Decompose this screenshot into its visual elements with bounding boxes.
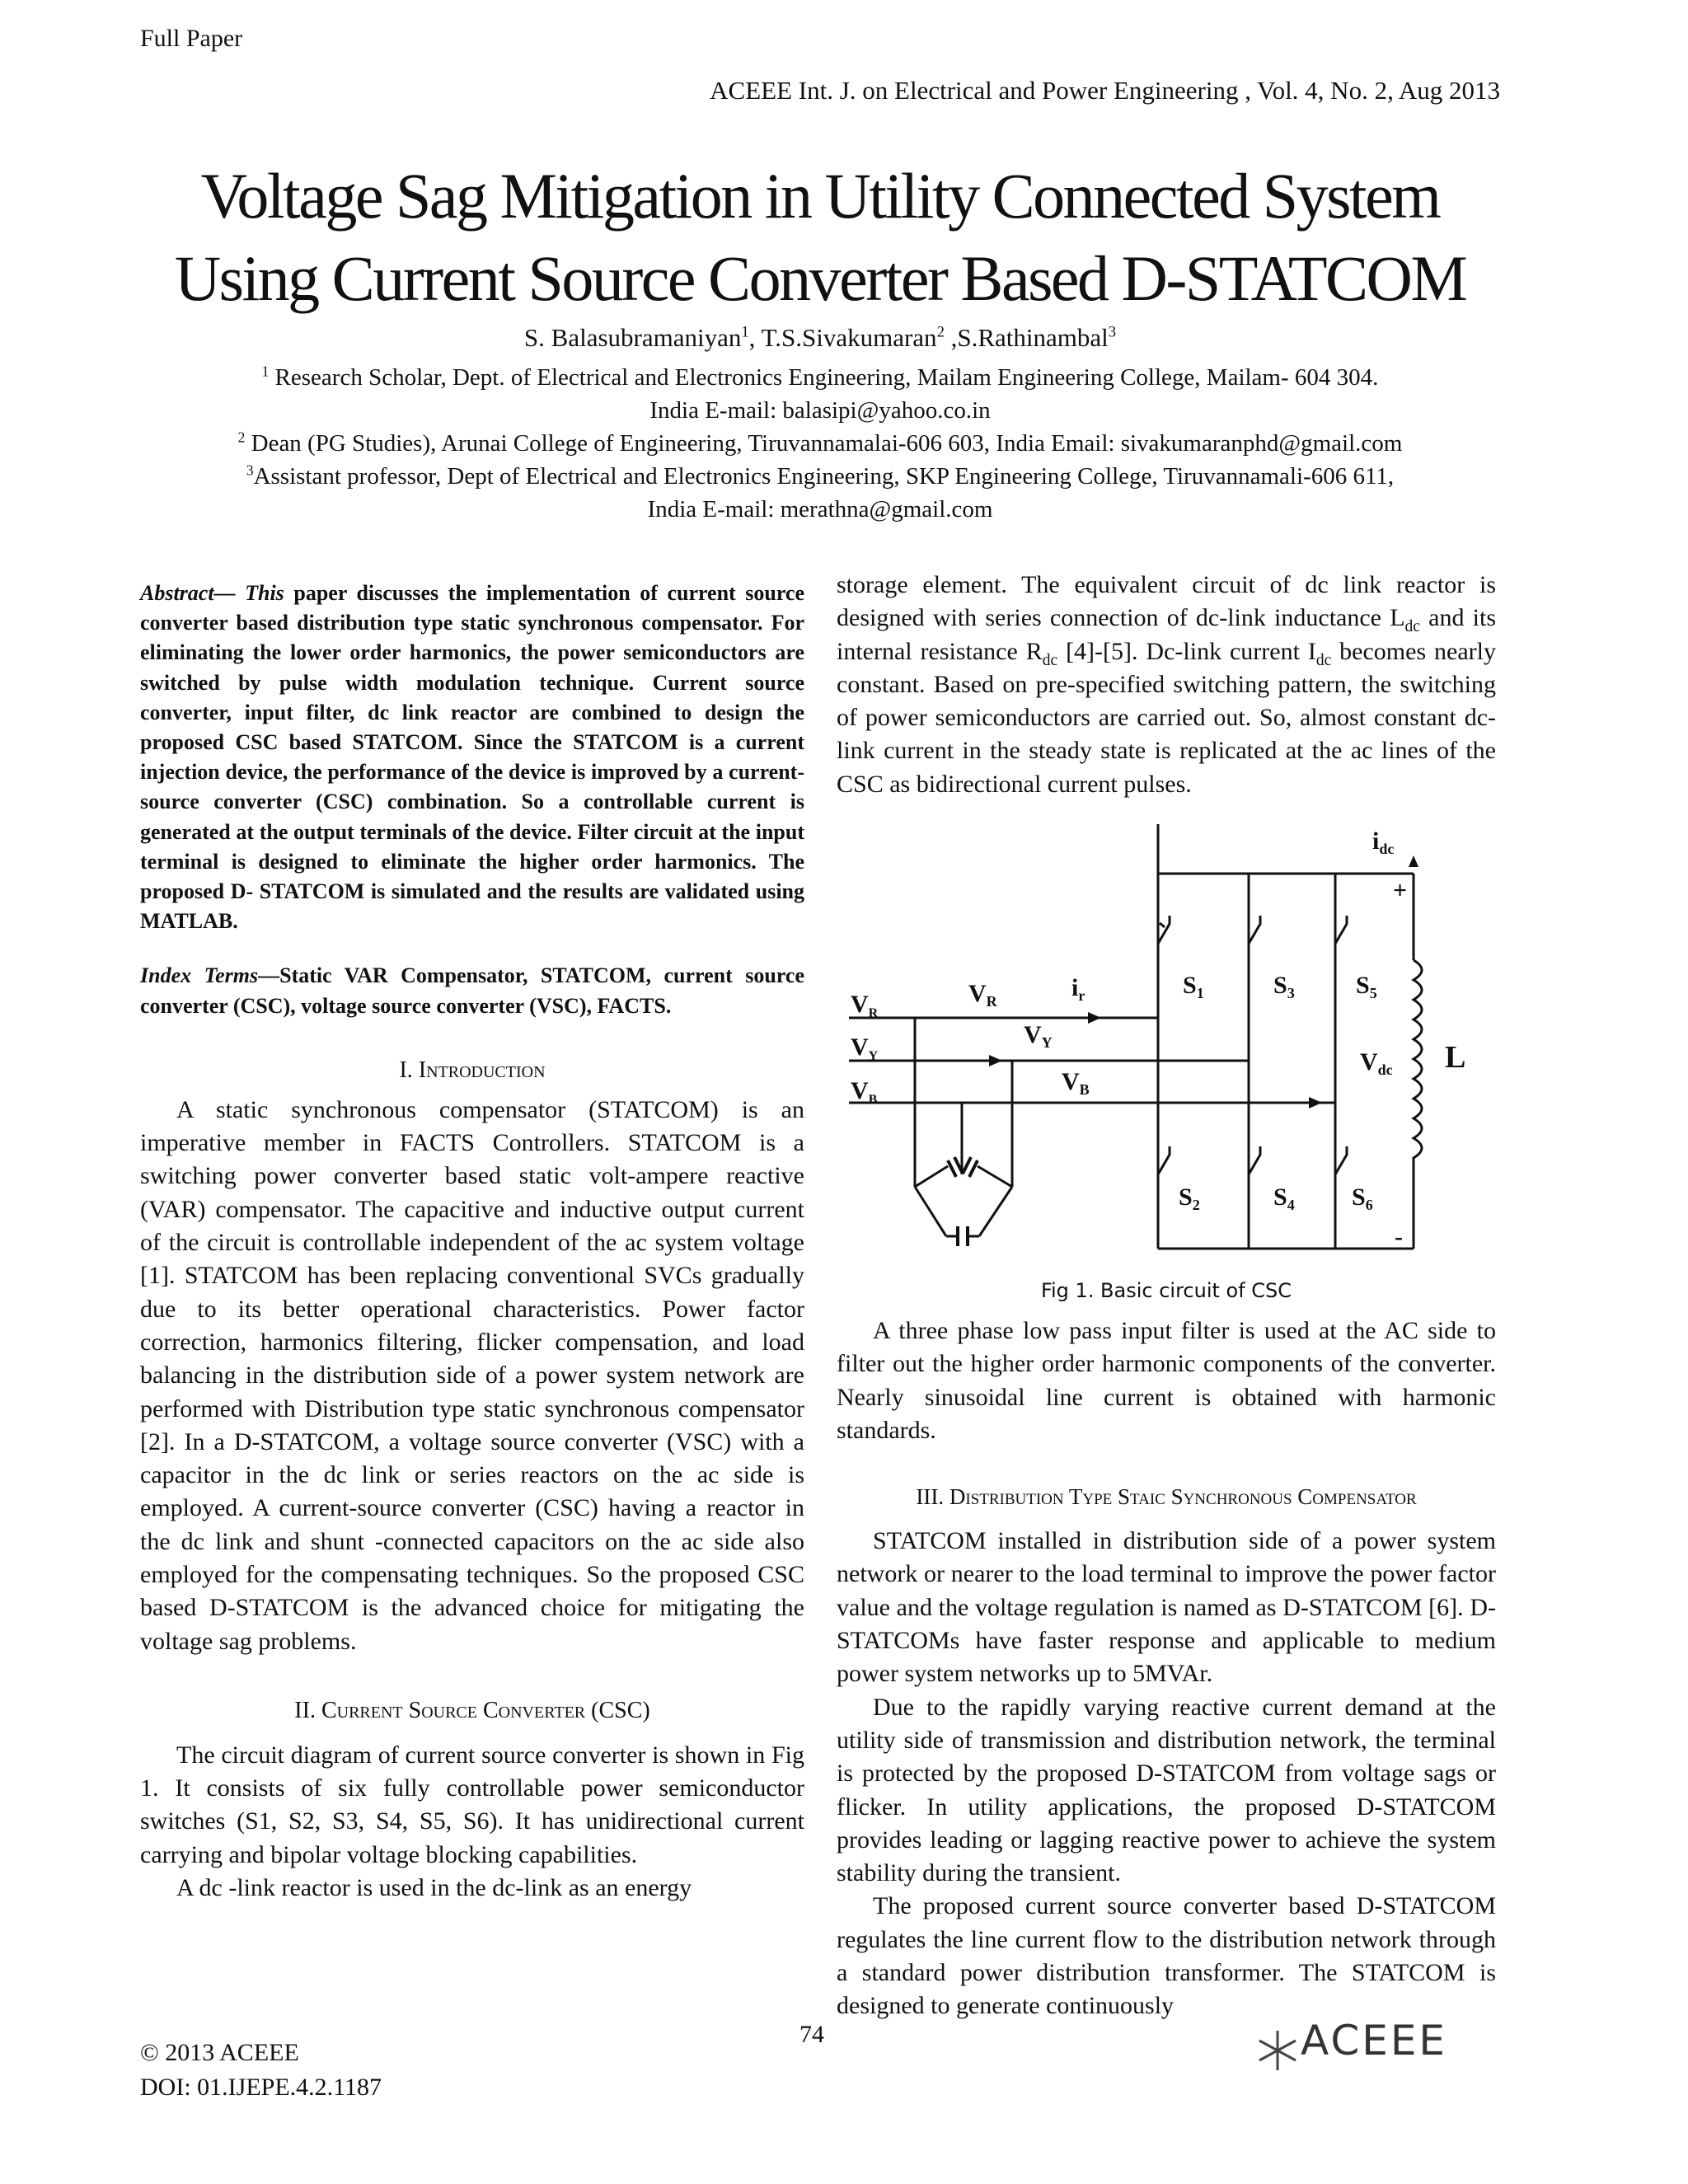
author-1-affil-mark: 1 — [741, 323, 749, 341]
vy-input-label: $V_Y$ — [851, 1033, 879, 1063]
abstract-label: Abstract— This — [140, 581, 284, 605]
right-column-top — [837, 569, 1496, 801]
section-3-number: III. — [916, 1484, 950, 1510]
switch-s3-label: $S_3$ — [1273, 972, 1295, 1001]
aceee-logo-text: ACEEE — [1301, 2017, 1448, 2064]
section-2-suffix: (CSC) — [585, 1697, 650, 1723]
switch-s4-label: $S_4$ — [1273, 1183, 1295, 1213]
title-line-2: Using Current Source Converter Based D-STATCOM — [174, 242, 1466, 314]
plus-sign: + — [1393, 877, 1408, 904]
section-2-title: Current Source Converter — [321, 1697, 586, 1723]
figure-caption: Fig 1. Basic circuit of CSC — [1040, 1279, 1292, 1302]
switch-s2-label: $S_2$ — [1179, 1183, 1200, 1213]
switch-s1-label: $S_1$ — [1183, 972, 1204, 1001]
section-2-heading — [140, 1694, 804, 1727]
right-p1-part-c: [4]-[5]. Dc-link current I — [1057, 637, 1316, 665]
vb-input-label: $V_B$ — [851, 1077, 878, 1107]
section-2-paragraph-1: The circuit diagram of current source converter is shown in Fig 1. It consists of six fully controllable power semiconductor switches (S1, S2, S3, S4, S5, S6). It has unidirectional current carrying and bipolar voltage blocking capabilities. — [140, 1741, 804, 1868]
affiliation-1-mark: 1 — [261, 363, 270, 380]
ir-current-label: $i_r$ — [1071, 974, 1085, 1004]
vy-line-label: $V_Y$ — [1024, 1021, 1053, 1051]
vr-input-label: $V_R$ — [851, 991, 879, 1020]
section-3-paragraph-2: Due to the rapidly varying reactive current demand at the utility side of transmission and distribution network, the terminal is protected by the proposed D-STATCOM from voltage sags or flicker. In utility applications, the proposed D-STATCOM provides leading or lagging reactive power to achieve the system stability during the transient. — [837, 1693, 1496, 1887]
section-3-paragraph-3: The proposed current source converter based D-STATCOM regulates the line current flow to the distribution network through a standard power distribution transformer. The STATCOM is designed to generate continuously — [837, 1892, 1496, 2020]
affiliation-1-text: Research Scholar, Dept. of Electrical and Electronics Engineering, Mailam Engineering College, Mailam- 604 304. — [269, 364, 1379, 391]
affiliation-2-text: Dean (PG Studies), Arunai College of Engineering, Tiruvannamalai-606 603, India Email: sivakumaranphd@gmail.com — [245, 430, 1403, 457]
right-p1-sub-idc: dc — [1315, 651, 1332, 669]
author-1: S. Balasubramaniyan — [523, 323, 742, 352]
minus-sign: - — [1395, 1223, 1403, 1250]
switches — [1158, 916, 1347, 1174]
author-3: ,S.Rathinambal — [944, 323, 1109, 352]
affiliation-1-email: India E-mail: balasipi@yahoo.co.in — [649, 397, 991, 424]
section-2-number: II. — [294, 1697, 321, 1723]
right-p1-part-d: becomes nearly constant. Based on pre-specified switching pattern, the switching of power semiconductors are carried out. So, almost constant dc-link current in the steady state is replicated at the ac lines of the CSC as bidirectional current pulses. — [837, 637, 1496, 798]
right-column-bottom — [837, 1315, 1496, 2023]
title-line-1: Voltage Sag Mitigation in Utility Connected System — [200, 160, 1440, 232]
doi-text: DOI: 01.IJEPE.4.2.1187 — [140, 2074, 382, 2101]
index-terms — [140, 961, 804, 1020]
abstract — [140, 579, 804, 936]
right-p1-part-b: and its internal resistance R — [837, 604, 1496, 665]
csc-circuit-diagram — [841, 824, 1500, 1269]
section-3-paragraph-1: STATCOM installed in distribution side of a power system network or nearer to the load terminal to improve the power factor value and the voltage regulation is named as D-STATCOM [6]. D-STATCOMs have faster response and applicable to medium power system networks up to 5MVAr. — [837, 1527, 1496, 1688]
author-list — [82, 323, 1558, 353]
section-1-heading — [140, 1054, 804, 1087]
dc-link-inductor — [1414, 960, 1422, 1159]
section-1-paragraph-1: A static synchronous compensator (STATCOM) is an imperative member in FACTS Controllers. STATCOM is a switching power converter based static volt-ampere reactive (VAR) compensator. The capacitive and inductive output current of the circuit is controllable independent of the ac system voltage [1]. STATCOM has been replacing conventional SVCs gradually due to its better operational characteristics. Power factor correction, harmonics filtering, flicker compensation, and load balancing in the distribution side of a power system network are performed with Distribution type static synchronous compensator [2]. In a D-STATCOM, a voltage source converter (VSC) with a capacitor in the dc link or series reactors on the ac side is employed. A current-source converter (CSC) having a reactor in the dc link and shunt -connected capacitors on the ac side also employed for the compensating techniques. So the proposed CSC based D-STATCOM is the advanced choice for mitigating the voltage sag problems. — [140, 1095, 804, 1655]
vb-line-label: $V_B$ — [1062, 1068, 1090, 1098]
affiliation-2-mark: 2 — [237, 429, 246, 446]
running-header-label: Full Paper — [140, 25, 243, 52]
vdc-label: $V_{dc}$ — [1360, 1048, 1393, 1078]
left-column — [140, 579, 804, 1905]
index-terms-text: —Static VAR Compensator, STATCOM, current source converter (CSC), voltage source converter (VSC), FACTS. — [140, 963, 804, 1018]
paper-title — [82, 155, 1558, 320]
section-3-title: Distribution Type Staic Synchronous Compensator — [949, 1484, 1417, 1510]
right-p1-sub-ldc: dc — [1404, 618, 1420, 636]
section-3-heading — [837, 1480, 1496, 1513]
affiliation-3-mark: 3 — [246, 462, 254, 479]
section-2-paragraph-2: A dc -link reactor is used in the dc-link as an energy — [176, 1874, 692, 1902]
page-number: 74 — [799, 2021, 824, 2048]
affiliation-3-email: India E-mail: merathna@gmail.com — [647, 496, 993, 523]
footer-left — [140, 2036, 382, 2105]
affiliation-1 — [124, 363, 1517, 393]
switch-s6-label: $S_6$ — [1352, 1183, 1373, 1213]
aceee-logo-star-icon — [1253, 2026, 1302, 2075]
affiliation-2 — [124, 429, 1517, 459]
right-paragraph-1 — [837, 569, 1496, 801]
affiliation-3 — [124, 462, 1517, 492]
journal-citation: ACEEE Int. J. on Electrical and Power Engineering , Vol. 4, No. 2, Aug 2013 — [710, 76, 1500, 105]
copyright-text: © 2013 ACEEE — [140, 2039, 299, 2066]
author-3-affil-mark: 3 — [1108, 323, 1117, 341]
section-1-title: Introduction — [418, 1057, 546, 1083]
index-terms-label: Index Terms — [140, 963, 259, 988]
right-p1-part-a: storage element. The equivalent circuit of dc link reactor is designed with series connection of dc-link inductance L — [837, 571, 1496, 632]
idc-label: $i_{dc}$ — [1372, 827, 1395, 857]
right-p1-sub-rdc: dc — [1042, 651, 1058, 669]
author-2-affil-mark: 2 — [936, 323, 945, 341]
inductor-l-label: L — [1445, 1040, 1466, 1075]
abstract-text: paper discusses the implementation of current source converter based distribution type static synchronous compensator. For eliminating the lower order harmonics, the power semiconductors are switched by pulse width modulation technique. Current source converter, input filter, dc link reactor are combined to design the proposed CSC based STATCOM. Since the STATCOM is a current injection device, the performance of the device is improved by a current-source converter (CSC) combination. So a controllable current is generated at the output terminals of the device. Filter circuit at the input terminal is designed to eliminate the higher order harmonics. The proposed D- STATCOM is simulated and the results are validated using MATLAB. — [140, 581, 804, 934]
vr-line-label: $V_R$ — [968, 980, 997, 1010]
section-1-number: I. — [399, 1057, 419, 1083]
affiliation-3-text: Assistant professor, Dept of Electrical and Electronics Engineering, SKP Engineering College, Tiruvannamali-606 611, — [253, 463, 1395, 490]
switch-s5-label: $S_5$ — [1356, 972, 1377, 1001]
right-paragraph-2: A three phase low pass input filter is used at the AC side to filter out the higher order harmonic components of the converter. Nearly sinusoidal line current is obtained with harmonic standards. — [837, 1317, 1496, 1444]
author-2: , T.S.Sivakumaran — [748, 323, 937, 352]
